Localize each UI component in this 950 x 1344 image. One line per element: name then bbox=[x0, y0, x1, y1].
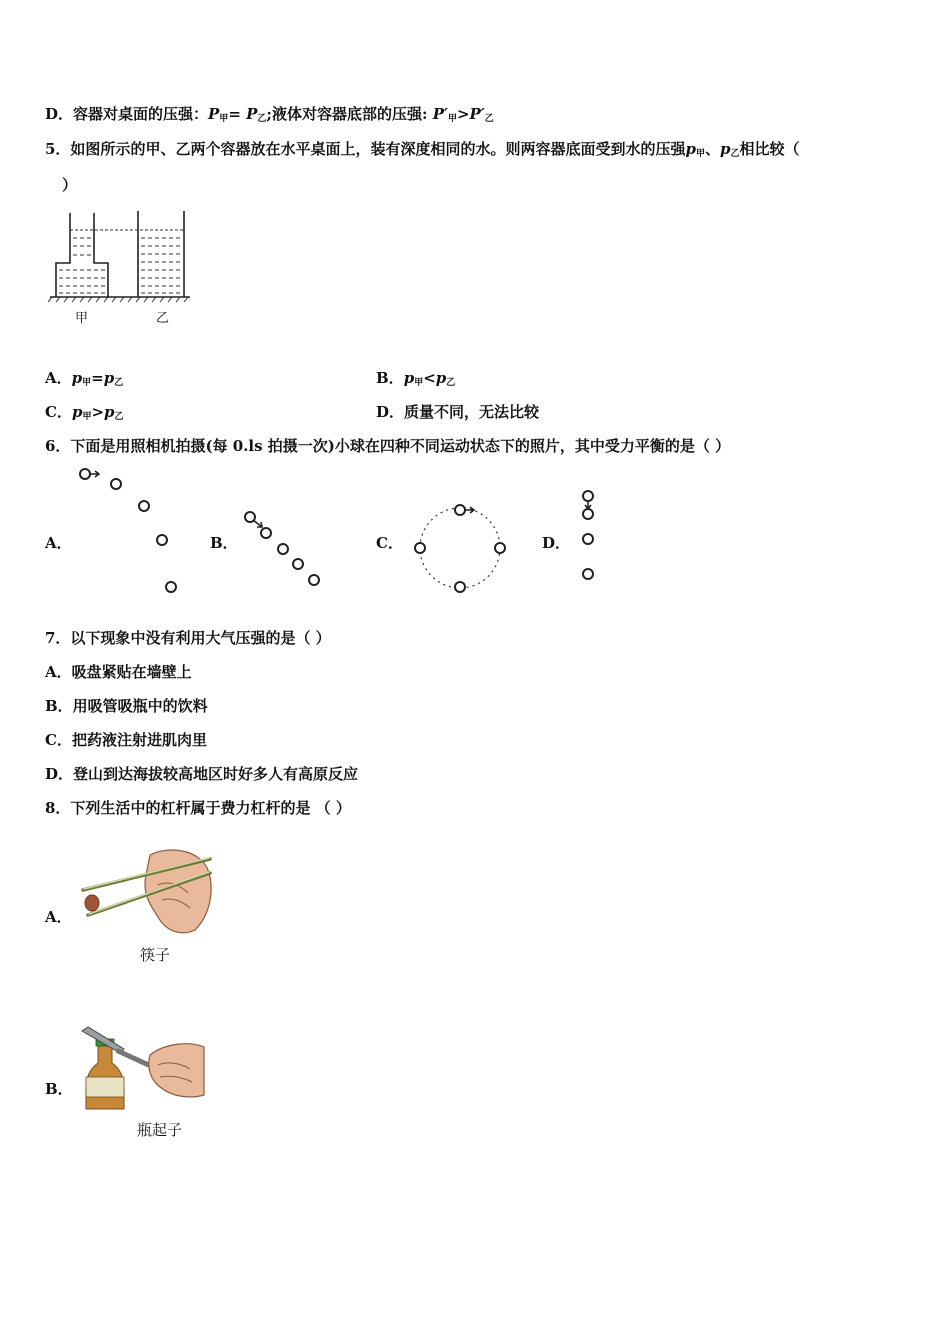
q5-containers-figure bbox=[48, 205, 193, 330]
chopsticks-picture bbox=[80, 845, 215, 940]
q8-option-a-caption: 筷子 bbox=[140, 946, 171, 964]
q7-option-a: A．吸盘紧贴在墙壁上 bbox=[45, 663, 192, 681]
q6-stem: 6．下面是用照相机拍摄(每 0.ls 拍摄一次)小球在四种不同运动状态下的照片，其中受力平衡的是（ ） bbox=[45, 437, 731, 455]
q8-stem: 8．下列生活中的杠杆属于费力杠杆的是 （ ） bbox=[45, 799, 351, 817]
q6-option-a-label: A． bbox=[45, 534, 72, 552]
q5-stem: 5．如图所示的甲、乙两个容器放在水平桌面上，装有深度相同的水。则两容器底面受到水的压强$p_甲$、$p_乙$相比较（ bbox=[45, 140, 800, 159]
q6-option-b-figure bbox=[240, 507, 330, 592]
q5-option-a: A．$p_甲=p_乙$ bbox=[45, 369, 124, 388]
q6-option-b-label: B． bbox=[210, 534, 238, 552]
q6-option-d-label: D． bbox=[542, 534, 571, 552]
q7-stem: 7．以下现象中没有利用大气压强的是（ ） bbox=[45, 629, 331, 647]
q7-option-b: B．用吸管吸瓶中的饮料 bbox=[45, 697, 208, 715]
q5-stem-close: ） bbox=[62, 176, 78, 194]
q8-option-b-caption: 瓶起子 bbox=[137, 1121, 183, 1139]
q6-option-d-figure bbox=[575, 488, 605, 583]
q8-option-b-label: B． bbox=[45, 1080, 73, 1098]
q6-option-c-figure bbox=[405, 500, 515, 600]
q5-option-d: D．质量不同，无法比较 bbox=[376, 403, 540, 421]
q7-option-c: C．把药液注射进肌肉里 bbox=[45, 731, 207, 749]
fig-label-jia: 甲 bbox=[75, 311, 89, 326]
q8-option-a-label: A． bbox=[45, 908, 72, 926]
q5-option-c: C．$p_甲>p_乙$ bbox=[45, 403, 124, 422]
q6-option-c-label: C． bbox=[376, 534, 403, 552]
q5-option-b: B．$p_甲<p_乙$ bbox=[376, 369, 456, 388]
q6-option-a-figure bbox=[75, 462, 185, 597]
bottle-opener-picture bbox=[80, 1025, 210, 1115]
q4-option-d: D．容器对桌面的压强：$P_甲= P_乙$;液体对容器底部的压强: $P'_甲>P'_乙$ bbox=[45, 105, 494, 124]
q7-option-d: D．登山到达海拔较高地区时好多人有高原反应 bbox=[45, 765, 359, 783]
fig-label-yi: 乙 bbox=[156, 311, 170, 326]
